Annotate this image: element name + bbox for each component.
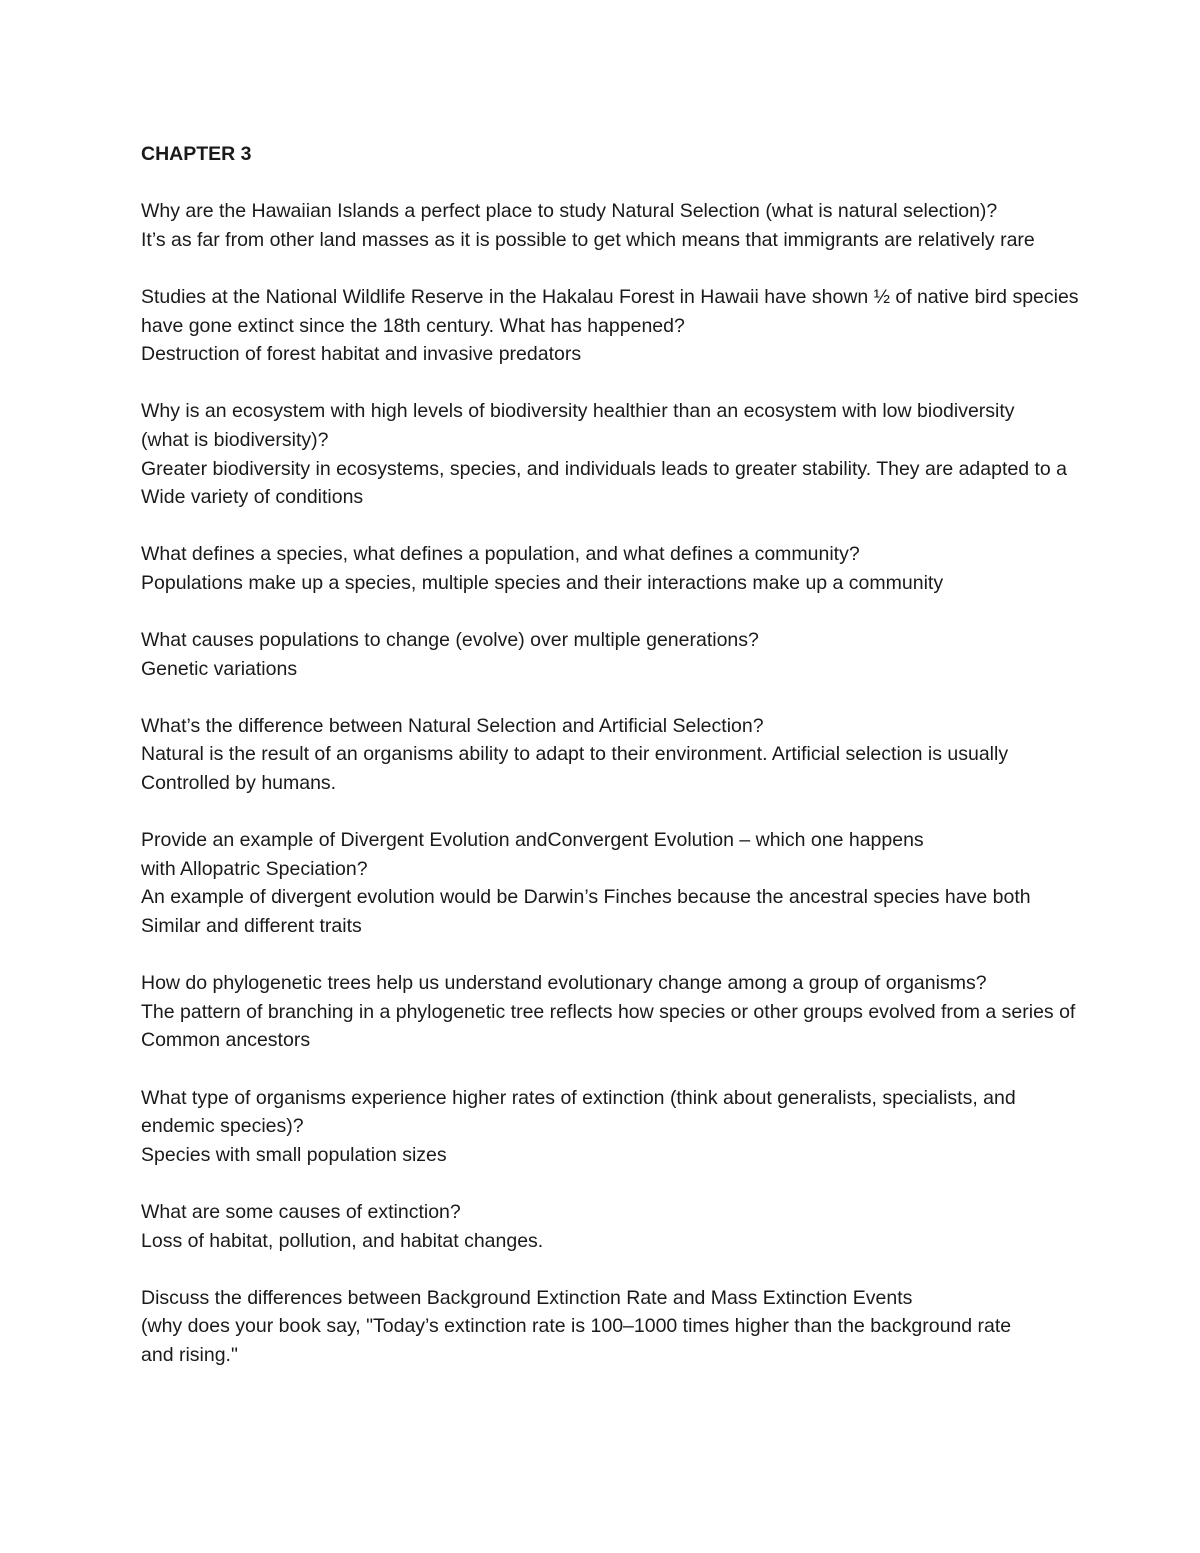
- text-line: Natural is the result of an organisms ability to adapt to their environment. Artificial selection is usually: [141, 743, 1009, 766]
- text-line: Controlled by humans.: [141, 772, 337, 795]
- qa-block: [141, 1198, 1191, 1255]
- text-line: What defines a species, what defines a population, and what defines a community?: [141, 543, 860, 566]
- text-line: (what is biodiversity)?: [141, 428, 329, 451]
- text-line: What are some causes of extinction?: [141, 1200, 461, 1223]
- text-line: Discuss the differences between Background Extinction Rate and Mass Extinction Events: [141, 1286, 913, 1309]
- text-line: What type of organisms experience higher rates of extinction (think about generalists, specialists, and: [141, 1086, 1016, 1109]
- document-content: [141, 140, 1191, 1398]
- text-line: It’s as far from other land masses as it is possible to get which means that immigrants are relatively rare: [141, 228, 1035, 251]
- text-line: Studies at the National Wildlife Reserve in the Hakalau Forest in Hawaii have shown ½ of native bird species: [141, 285, 1079, 308]
- qa-list: [141, 197, 1191, 1369]
- qa-block: [141, 969, 1191, 1055]
- text-line: (why does your book say, "Today’s extinction rate is 100–1000 times higher than the background rate: [141, 1315, 1012, 1338]
- text-line: Why are the Hawaiian Islands a perfect place to study Natural Selection (what is natural selection)?: [141, 200, 998, 223]
- text-line: with Allopatric Speciation?: [141, 857, 368, 880]
- qa-block: [141, 626, 1191, 683]
- qa-block: [141, 712, 1191, 798]
- qa-block: [141, 397, 1191, 511]
- text-line: Greater biodiversity in ecosystems, species, and individuals leads to greater stability. They are adapted to a: [141, 457, 1068, 480]
- text-line: Populations make up a species, multiple species and their interactions make up a community: [141, 571, 944, 594]
- qa-block: [141, 283, 1191, 369]
- text-line: Wide variety of conditions: [141, 486, 364, 509]
- text-line: Provide an example of Divergent Evolution andConvergent Evolution – which one happens: [141, 829, 924, 852]
- text-line: What causes populations to change (evolve) over multiple generations?: [141, 629, 759, 652]
- text-line: Genetic variations: [141, 657, 298, 680]
- text-line: Common ancestors: [141, 1029, 311, 1052]
- text-line: Why is an ecosystem with high levels of biodiversity healthier than an ecosystem with low biodiversity: [141, 400, 1015, 423]
- qa-block: [141, 826, 1191, 940]
- chapter-title: CHAPTER 3: [141, 143, 252, 165]
- text-line: Species with small population sizes: [141, 1143, 447, 1166]
- text-line: An example of divergent evolution would be Darwin’s Finches because the ancestral species have both: [141, 886, 1031, 909]
- qa-block: [141, 1284, 1191, 1370]
- text-line: The pattern of branching in a phylogenetic tree reflects how species or other groups evolved from a series of: [141, 1000, 1076, 1023]
- text-line: Similar and different traits: [141, 915, 362, 938]
- text-line: have gone extinct since the 18th century. What has happened?: [141, 314, 685, 337]
- qa-block: [141, 197, 1191, 254]
- text-line: Loss of habitat, pollution, and habitat changes.: [141, 1229, 544, 1252]
- text-line: endemic species)?: [141, 1115, 304, 1138]
- text-line: and rising.": [141, 1343, 238, 1366]
- text-line: How do phylogenetic trees help us understand evolutionary change among a group of organisms?: [141, 972, 987, 995]
- qa-block: [141, 540, 1191, 597]
- text-line: What’s the difference between Natural Selection and Artificial Selection?: [141, 714, 764, 737]
- text-line: Destruction of forest habitat and invasive predators: [141, 343, 582, 366]
- qa-block: [141, 1084, 1191, 1170]
